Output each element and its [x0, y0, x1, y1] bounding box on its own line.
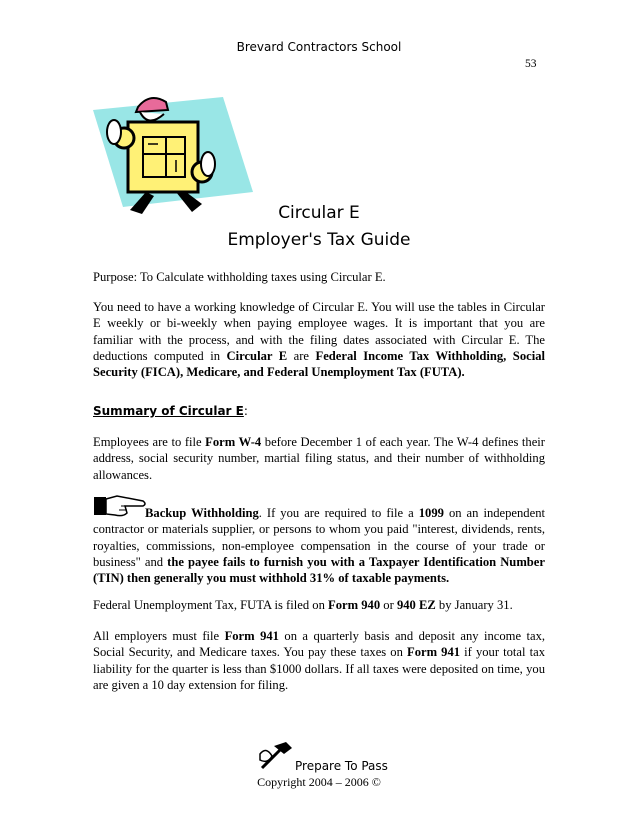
title-line-2: Employer's Tax Guide [227, 230, 411, 250]
summary-heading: Summary of Circular E: [93, 404, 248, 418]
form-941-paragraph: All employers must file Form 941 on a quarterly basis and deposit any income tax, Social Security, and Medicare taxes. You pay these taxes on Form 941 if your total tax liability for the quarter is less than $1000 dollars. If all taxes were deposited on time, you are given a 10 day extension for filing. [93, 629, 546, 692]
page-number: 53 [525, 58, 537, 70]
employees-paragraph: Employees are to file Form W-4 before December 1 of each year. The W-4 defines their address, social security number, martial filing status, and their number of withholding allowances. [93, 435, 545, 482]
intro-paragraph: You need to have a working knowledge of Circular E. You will use the tables in Circular E weekly or bi-weekly when paying employee wages. It is important that you are familiar with the process, and with the filing dates associated with Circular E. The deductions computed in Circular E are Federal Income Tax Withholding, Social Security (FICA), Medicare, and Federal Unemployment Tax (FUTA). [93, 300, 545, 380]
school-header: Brevard Contractors School [236, 40, 402, 54]
footer-slogan: Prepare To Pass [295, 759, 388, 773]
backup-withholding-paragraph: Backup Withholding. If you are required to file a 1099 on an independent contractor or materials supplier, or persons to whom you paid "interest, dividends, rents, royalties, commissions, non-employee compensation in the course of your trade or business" and the payee fails to furnish you with a Taxpayer Identification Number (TIN) then generally you must withhold 31% of taxable payments. [93, 506, 545, 586]
futa-paragraph: Federal Unemployment Tax, FUTA is filed on Form 940 or 940 EZ by January 31. [93, 598, 513, 612]
footer-copyright: Copyright 2004 – 2006 © [257, 775, 381, 789]
blueprint-scroll [128, 122, 198, 192]
hard-hat [136, 98, 168, 112]
title-line-1: Circular E [278, 203, 360, 223]
hammer-logo-icon [256, 740, 296, 772]
purpose-text: Purpose: To Calculate withholding taxes using Circular E. [93, 270, 386, 284]
